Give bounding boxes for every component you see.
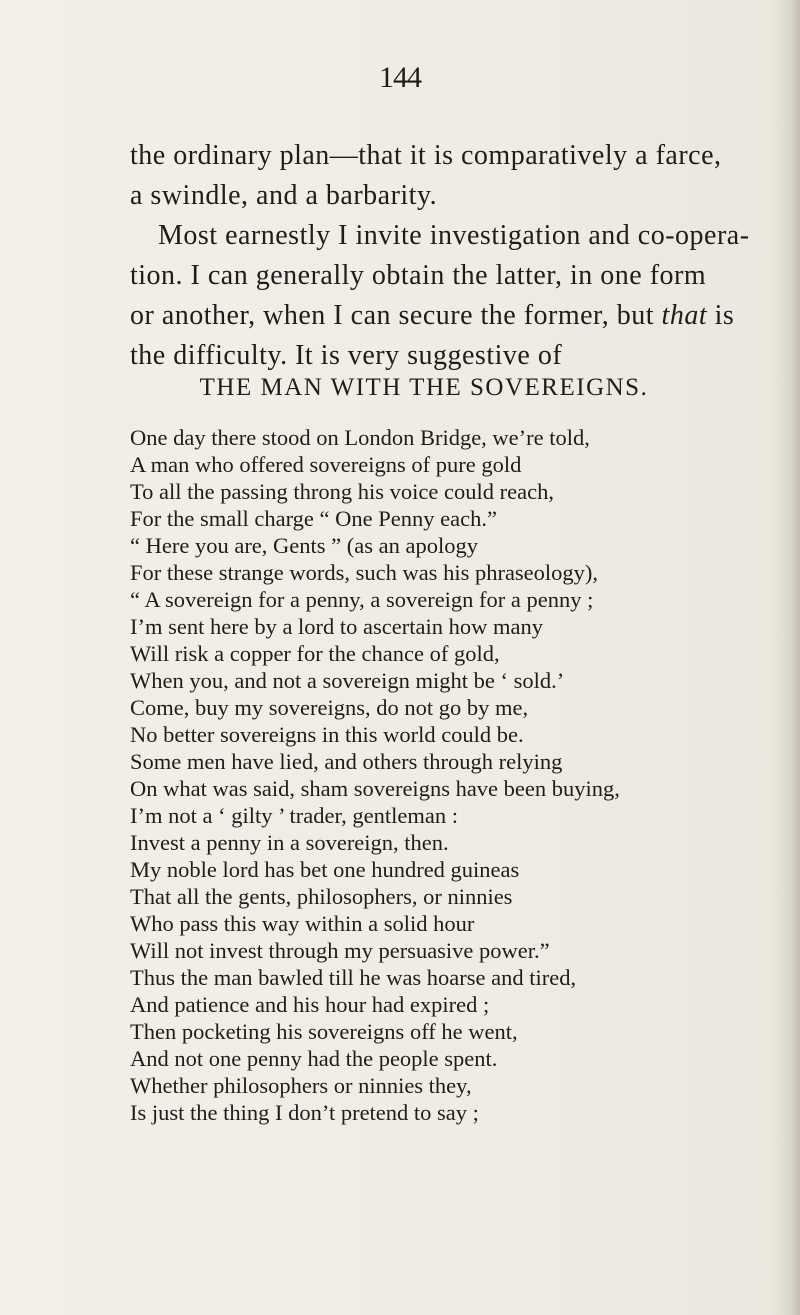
prose-line-with-emphasis <box>130 296 770 336</box>
poem-line: For these strange words, such was his phraseology), <box>130 560 599 585</box>
poem-line: Come, buy my sovereigns, do not go by me, <box>130 695 529 720</box>
poem-line: Some men have lied, and others through relying <box>130 749 563 774</box>
prose-line: the difficulty. It is very suggestive of <box>130 340 563 371</box>
prose-text: is <box>714 300 735 331</box>
page-edge-shadow <box>772 0 800 1315</box>
prose-text: or another, when I can secure the former, but <box>130 300 655 331</box>
poem-line: Whether philosophers or ninnies they, <box>130 1073 472 1098</box>
poem-line: For the small charge “ One Penny each.” <box>130 506 497 531</box>
poem-line: Thus the man bawled till he was hoarse and tired, <box>130 965 577 990</box>
poem-line: I’m not a ‘ gilty ’ trader, gentleman : <box>130 803 458 828</box>
poem-line: Then pocketing his sovereigns off he went, <box>130 1019 518 1044</box>
poem-line: On what was said, sham sovereigns have been buying, <box>130 776 620 801</box>
poem-line: Will not invest through my persuasive power.” <box>130 938 550 963</box>
prose-line: a swindle, and a barbarity. <box>130 180 438 211</box>
poem-body <box>130 424 760 1126</box>
poem-line: I’m sent here by a lord to ascertain how many <box>130 614 543 639</box>
poem-line: Is just the thing I don’t pretend to say ; <box>130 1100 479 1125</box>
poem-line: When you, and not a sovereign might be ‘ sold.’ <box>130 668 565 693</box>
prose-line: the ordinary plan—that it is comparatively a farce, <box>130 140 722 171</box>
prose-line: tion. I can generally obtain the latter, in one form <box>130 260 707 291</box>
poem-line: Invest a penny in a sovereign, then. <box>130 830 449 855</box>
poem-line: To all the passing throng his voice could reach, <box>130 479 554 504</box>
emphasized-word: that <box>661 300 708 331</box>
page-number: 144 <box>379 61 421 94</box>
prose-paragraphs <box>130 136 770 376</box>
poem-line: One day there stood on London Bridge, we’re told, <box>130 425 590 450</box>
poem-line: Will risk a copper for the chance of gold, <box>130 641 500 666</box>
poem-line: That all the gents, philosophers, or ninnies <box>130 884 513 909</box>
poem-line: And not one penny had the people spent. <box>130 1046 498 1071</box>
poem-line: Who pass this way within a solid hour <box>130 911 475 936</box>
prose-line: Most earnestly I invite investigation and co-opera- <box>158 220 750 251</box>
poem-line: And patience and his hour had expired ; <box>130 992 490 1017</box>
poem-line: No better sovereigns in this world could be. <box>130 722 524 747</box>
poem-line: “ Here you are, Gents ” (as an apology <box>130 533 478 558</box>
poem-line: “ A sovereign for a penny, a sovereign for a penny ; <box>130 587 594 612</box>
poem-line: A man who offered sovereigns of pure gold <box>130 452 522 477</box>
poem-line: My noble lord has bet one hundred guineas <box>130 857 520 882</box>
poem-heading: THE MAN WITH THE SOVEREIGNS. <box>199 374 649 401</box>
